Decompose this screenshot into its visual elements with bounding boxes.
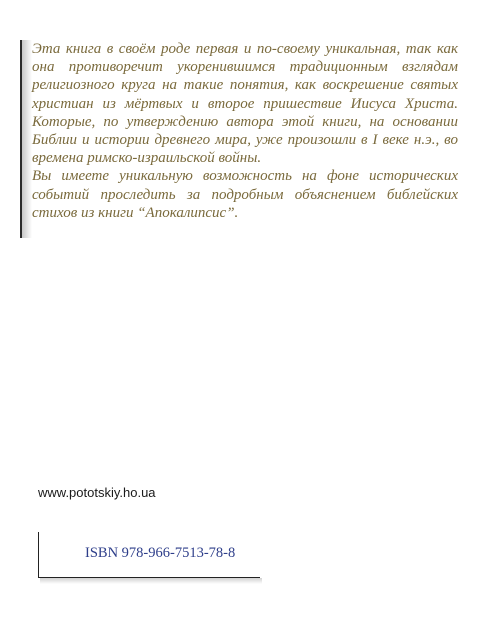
back-cover-blurb [20,40,460,238]
blurb-paragraph-2: Вы имеете уникальную возможность на фоне исторических событий проследить за подробным объяснением библейских стихов из книги “Апокалипсис”. [32,168,458,221]
isbn-number: ISBN 978-966-7513-78-8 [85,545,236,561]
website-url: www.pototskiy.ho.ua [38,485,156,500]
blurb-paragraph-1: Эта книга в своём роде первая и по-своему уникальная, так как она противоречит укоренившимся традиционным взглядам религиозного круга на такие понятия, как воскрешение святых христиан из мёртвых и второе пришествие Иисуса Христа. Которые, по утверждению автора этой книги, на основании Библии и истории древнего мира, уже произошли в I веке н.э., во времена римско-израильской войны. [32,41,458,167]
blurb-rule-shadow [22,40,32,238]
blurb-text [32,40,458,222]
isbn-frame-vertical-rule [38,532,39,578]
isbn-frame-shadow [40,578,262,584]
isbn-block [38,532,260,580]
